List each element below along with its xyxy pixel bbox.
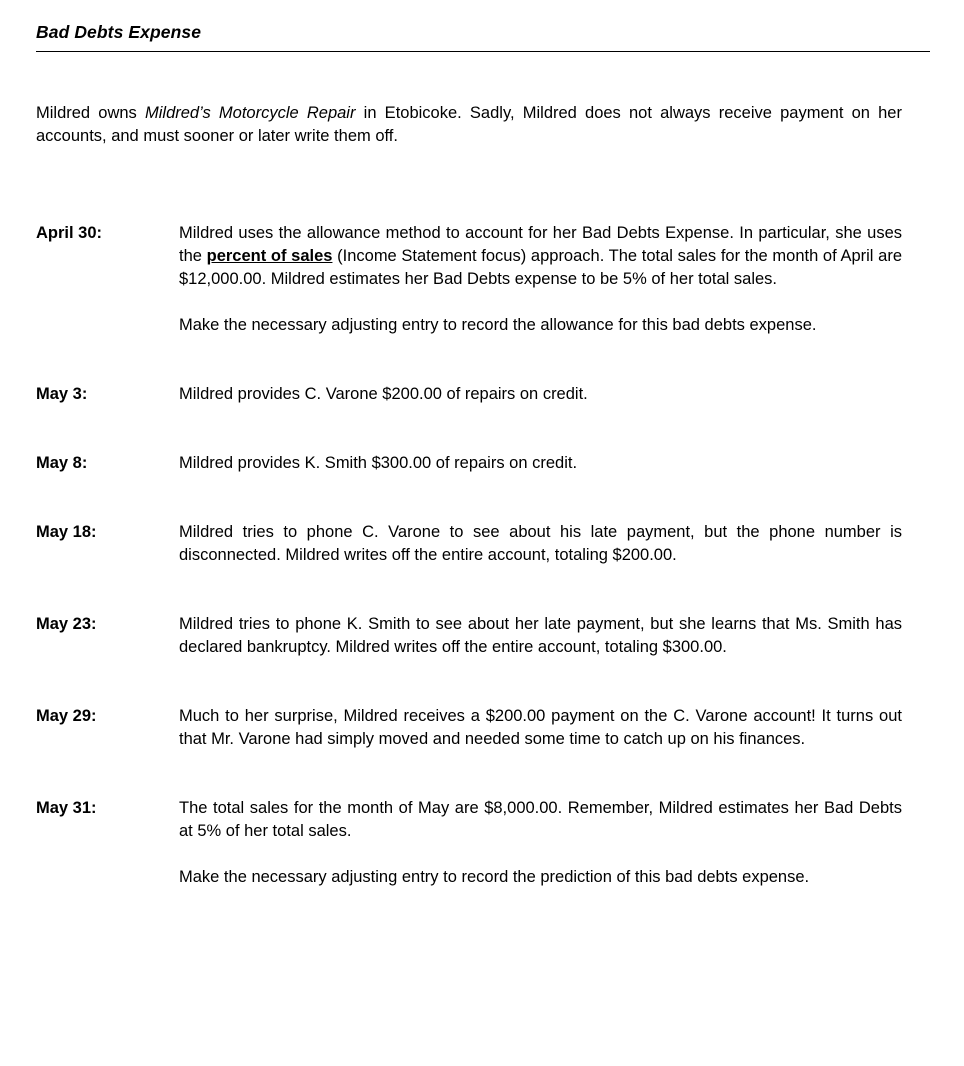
entry-paragraph: Make the necessary adjusting entry to record the prediction of this bad debts expense. [179, 868, 810, 886]
entry-date-april-30: April 30: [36, 224, 103, 242]
entry-body-may-3 [179, 383, 902, 406]
entry-may-8 [36, 452, 902, 475]
entry-body-may-18 [179, 521, 902, 567]
entry-paragraph: Make the necessary adjusting entry to record the allowance for this bad debts expense. [179, 316, 817, 334]
entry-body-april-30 [179, 222, 902, 337]
entry-date-may-8: May 8: [36, 454, 88, 472]
entry-body-may-31 [179, 797, 902, 889]
entry-body-may-8 [179, 452, 902, 475]
entry-paragraph: Mildred tries to phone C. Varone to see about his late payment, but the phone number is disconnected. Mildred writes off the entire account, totaling $200.00. [179, 523, 902, 564]
entry-may-29 [36, 705, 902, 751]
percent-of-sales-emphasis: percent of sales [206, 247, 333, 265]
entry-body-may-23 [179, 613, 902, 659]
company-name: Mildred’s Motorcycle Repair [145, 104, 356, 122]
document-title: Bad Debts Expense [36, 22, 202, 42]
entry-list [36, 222, 902, 889]
entry-paragraph: Much to her surprise, Mildred receives a $200.00 payment on the C. Varone account! It turns out that Mr. Varone had simply moved and needed some time to catch up on his finances. [179, 707, 902, 748]
entry-may-23 [36, 613, 902, 659]
entry-april-30 [36, 222, 902, 337]
entry-may-18 [36, 521, 902, 567]
document-header [36, 22, 930, 52]
entry-paragraph: Mildred provides C. Varone $200.00 of repairs on credit. [179, 385, 588, 403]
entry-date-may-18: May 18: [36, 523, 97, 541]
entry-paragraph: Mildred tries to phone K. Smith to see about her late payment, but she learns that Ms. Smith has declared bankruptcy. Mildred writes off the entire account, totaling $300.00. [179, 615, 902, 656]
intro-paragraph [36, 102, 902, 148]
intro-text-2: in Etobicoke. Sadly, Mildred does not always receive payment on her accounts, and must sooner or later write them off. [36, 104, 902, 145]
entry-date-may-3: May 3: [36, 385, 88, 403]
entry-paragraph: The total sales for the month of May are $8,000.00. Remember, Mildred estimates her Bad Debts at 5% of her total sales. [179, 799, 902, 840]
entry-may-3 [36, 383, 902, 406]
entry-text: Mildred uses the allowance method to account for her Bad Debts Expense. In particular, she uses the [179, 224, 902, 265]
intro-text-1: Mildred owns [36, 104, 145, 122]
entry-paragraph [179, 222, 902, 291]
entry-text: (Income Statement focus) approach. The total sales for the month of April are $12,000.00. Mildred estimates her Bad Debts expense to be 5% of her total sales. [179, 247, 902, 288]
entry-may-31 [36, 797, 902, 889]
entry-date-may-23: May 23: [36, 615, 97, 633]
entry-body-may-29 [179, 705, 902, 751]
entry-paragraph: Mildred provides K. Smith $300.00 of repairs on credit. [179, 454, 578, 472]
entry-date-may-31: May 31: [36, 799, 97, 817]
entry-date-may-29: May 29: [36, 707, 97, 725]
